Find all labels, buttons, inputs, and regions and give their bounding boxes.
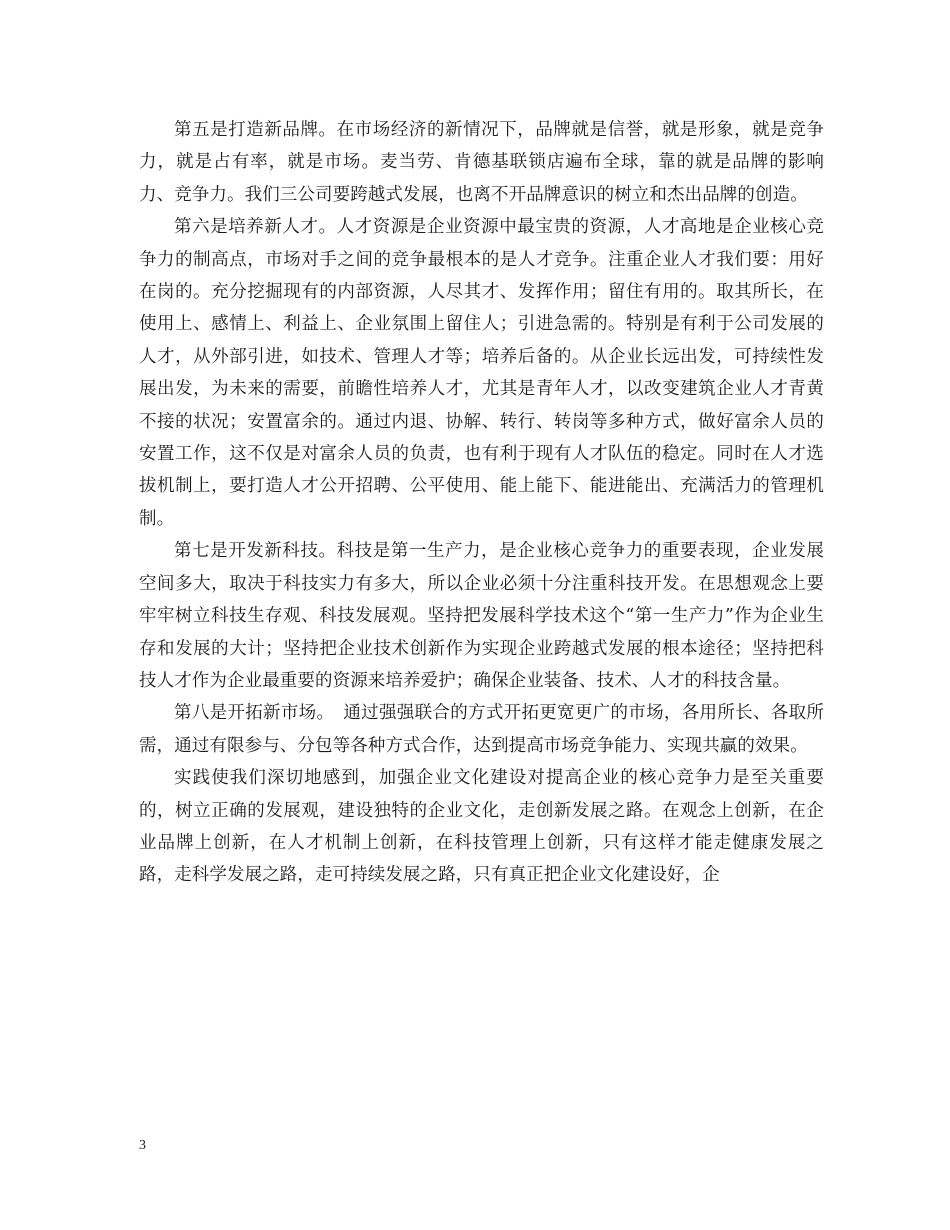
paragraph-new-talent: 第六是培养新人才。人才资源是企业资源中最宝贵的资源，人才高地是企业核心竞争力的制高点，市场对手之间的竞争最根本的是人才竞争。注重企业人才我们要：用好在岗的。充分挖掘现有的内部资源，人尽其才、发挥作用；留住有用的。取其所长，在使用上、感情上、利益上、企业氛围上留住人；引进急需的。特别是有利于公司发展的人才，从外部引进，如技术、管理人才等；培养后备的。从企业长远出发，可持续性发展出发，为未来的需要，前瞻性培养人才，尤其是青年人才，以改变建筑企业人才青黄不接的状况；安置富余的。通过内退、协解、转行、转岗等多种方式，做好富余人员的安置工作，这不仅是对富余人员的负责，也有利于现有人才队伍的稳定。同时在人才选拔机制上，要打造人才公开招聘、公平使用、能上能下、能进能出、充满活力的管理机制。 xyxy=(139,217,824,529)
page-number: 3 xyxy=(139,1138,146,1153)
paragraph-new-brand: 第五是打造新品牌。在市场经济的新情况下，品牌就是信誉，就是形象，就是竞争力，就是占有率，就是市场。麦当劳、肯德基联锁店遍布全球，靠的就是品牌的影响力、竞争力。我们三公司要跨越式发展，也离不开品牌意识的树立和杰出品牌的创造。 xyxy=(139,120,824,205)
paragraph-new-technology: 第七是开发新科技。科技是第一生产力，是企业核心竞争力的重要表现，企业发展空间多大，取决于科技实力有多大，所以企业必须十分注重科技开发。在思想观念上要牢牢树立科技生存观、科技发展观。坚持把发展科学技术这个“第一生产力”作为企业生存和发展的大计；坚持把企业技术创新作为实现企业跨越式发展的根本途径；坚持把科技人才作为企业最重要的资源来培养爱护；确保企业装备、技术、人才的科技含量。 xyxy=(139,541,824,691)
paragraph-conclusion: 实践使我们深切地感到，加强企业文化建设对提高企业的核心竞争力是至关重要的，树立正确的发展观，建设独特的企业文化，走创新发展之路。在观念上创新，在企业品牌上创新，在人才机制上创新，在科技管理上创新，只有这样才能走健康发展之路，走科学发展之路，走可持续发展之路，只有真正把企业文化建设好，企 xyxy=(139,768,824,886)
body-text xyxy=(139,114,824,892)
paragraph-new-market: 第八是开拓新市场。 通过强强联合的方式开拓更宽更广的市场，各用所长、各取所需，通过有限参与、分包等各种方式合作，达到提高市场竞争能力、实现共赢的效果。 xyxy=(139,703,824,756)
